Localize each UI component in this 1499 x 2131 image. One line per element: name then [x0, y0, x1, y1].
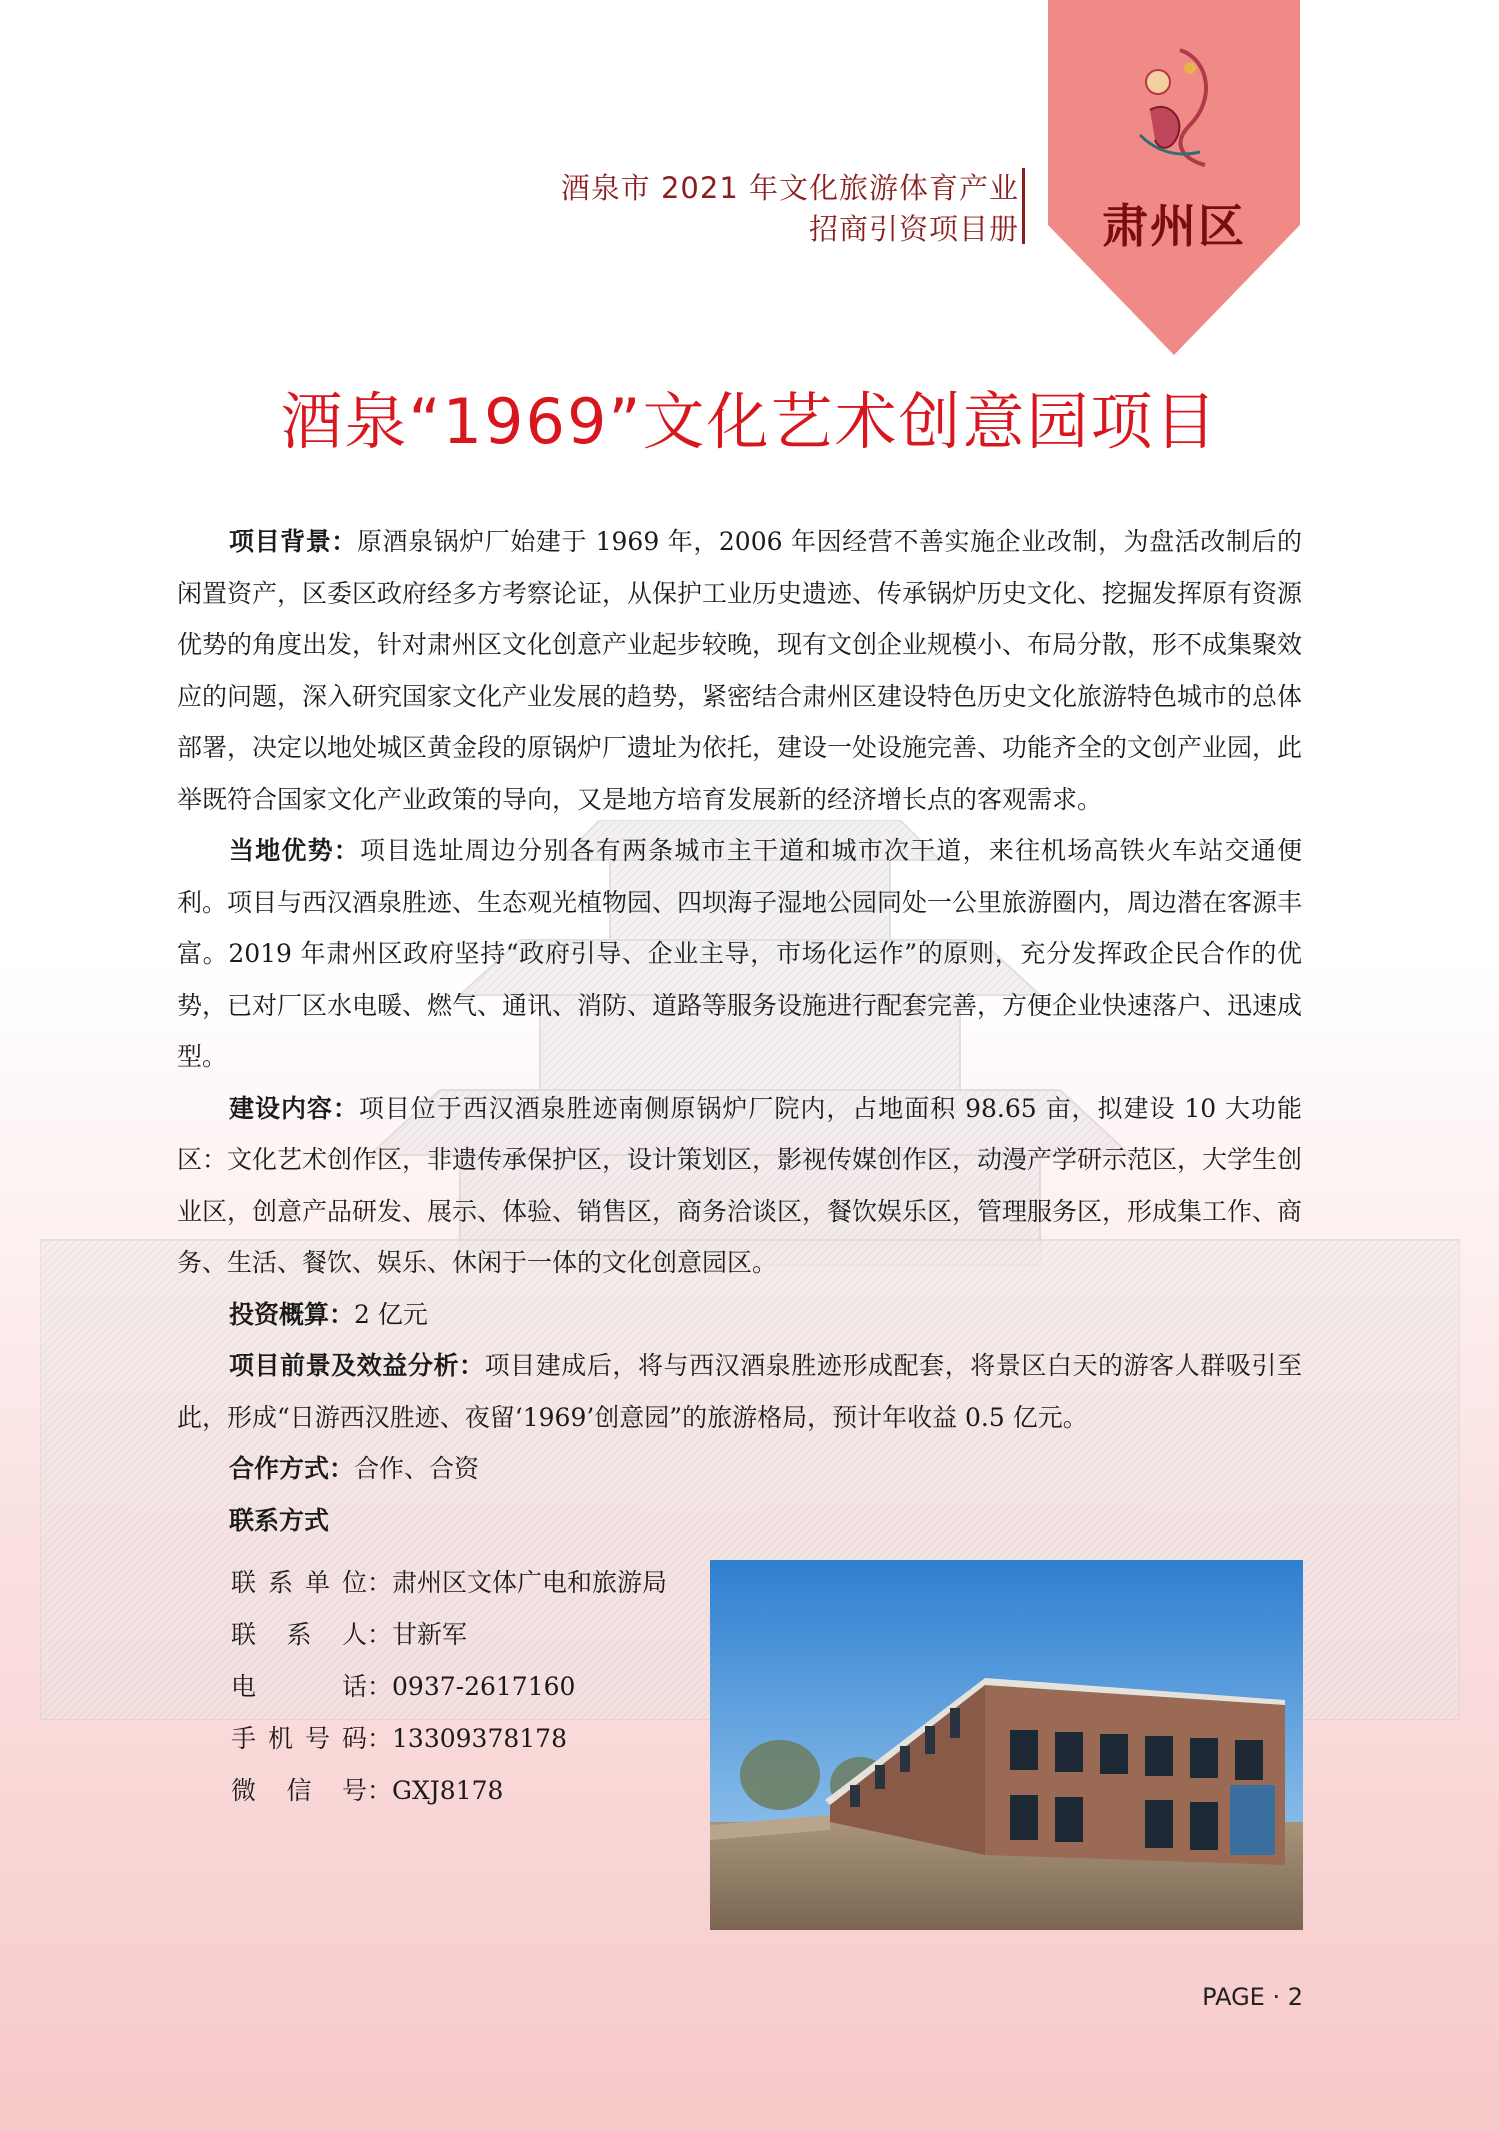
contact-row-mobile: 手机号码：13309378178 — [231, 1713, 667, 1765]
factory-building-photo — [710, 1560, 1303, 1930]
flying-apsara-emblem-icon — [1130, 40, 1220, 170]
background-text: 原酒泉锅炉厂始建于 1969 年，2006 年因经营不善实施企业改制，为盘活改制后的闲置资产，区委区政府经多方考察论证，从保护工业历史遗迹、传承锅炉历史文化、挖掘发挥原有资源优势的角度出发，针对肃州区文化创意产业起步较晚，现有文创企业规模小、布局分散，形不成集聚效应的问题，深入研究国家文化产业发展的趋势，紧密结合肃州区建设特色历史文化旅游特色城市的总体部署，决定以地处城区黄金段的原锅炉厂遗址为依托，建设一处设施完善、功能齐全的文创产业园，此举既符合国家文化产业政策的导向，又是地方培育发展新的经济增长点的客观需求。 — [177, 527, 1303, 814]
contact-value: 13309378178 — [392, 1724, 567, 1753]
contact-value: 肃州区文体广电和旅游局 — [392, 1568, 668, 1597]
background-paragraph — [177, 516, 1302, 825]
contact-row-person: 联系人：甘新军 — [231, 1609, 667, 1661]
advantage-text: 项目选址周边分别各有两条城市主干道和城市次干道，来往机场高铁火车站交通便利。项目与西汉酒泉胜迹、生态观光植物园、四坝海子湿地公园同处一公里旅游圈内，周边潜在客源丰富。2019 年肃州区政府坚持“政府引导、企业主导，市场化运作”的原则，充分发挥政企民合作的优势，已对厂区水电暖、燃气、通讯、消防、道路等服务设施进行配套完善，方便企业快速落户、迅速成型。 — [177, 836, 1303, 1071]
background-label: 项目背景： — [229, 527, 357, 556]
page-title: 酒泉“1969”文化艺术创意园项目 — [280, 385, 1219, 458]
contact-key: 电话 — [231, 1672, 367, 1701]
contact-key: 手机号码 — [231, 1724, 367, 1753]
header-line-1: 酒泉市 2021 年文化旅游体育产业 — [560, 171, 1019, 205]
project-description — [177, 516, 1302, 1546]
contact-key: 微信号 — [231, 1776, 367, 1805]
cooperation-label: 合作方式： — [229, 1454, 355, 1483]
contact-value: GXJ8178 — [392, 1776, 504, 1805]
construction-text: 项目位于西汉酒泉胜迹南侧原锅炉厂院内，占地面积 98.65 亩，拟建设 10 大功能区：文化艺术创作区，非遗传承保护区，设计策划区，影视传媒创作区，动漫产学研示范区，大学生创业区，创意产品研发、展示、体验、销售区，商务洽谈区，餐饮娱乐区，管理服务区，形成集工作、商务、生活、餐饮、娱乐、休闲于一体的文化创意园区。 — [177, 1093, 1303, 1277]
prospect-label: 项目前景及效益分析： — [229, 1351, 485, 1380]
contact-row-wechat: 微信号：GXJ8178 — [231, 1765, 667, 1817]
prospect-paragraph — [177, 1340, 1302, 1443]
contact-list — [231, 1557, 667, 1817]
construction-paragraph — [177, 1083, 1302, 1289]
header-line-2: 招商引资项目册 — [808, 212, 1019, 246]
contact-key: 联系人 — [231, 1620, 367, 1649]
header-divider — [1022, 168, 1025, 244]
advantage-paragraph — [177, 825, 1302, 1083]
page-number: PAGE · 2 — [1202, 1983, 1303, 2011]
contact-row-unit: 联系单位：肃州区文体广电和旅游局 — [231, 1557, 667, 1609]
contact-heading: 联系方式 — [229, 1505, 330, 1535]
contact-heading-paragraph — [177, 1495, 1302, 1547]
contact-value: 甘新军 — [392, 1620, 468, 1649]
book-header — [561, 168, 1019, 250]
district-label: 肃州区 — [1102, 199, 1246, 253]
cooperation-text: 合作、合资 — [354, 1454, 480, 1483]
cooperation-paragraph — [177, 1443, 1302, 1495]
contact-key: 联系单位 — [231, 1568, 367, 1597]
advantage-label: 当地优势： — [229, 836, 360, 865]
contact-value: 0937-2617160 — [392, 1672, 576, 1701]
contact-row-phone: 电话：0937-2617160 — [231, 1661, 667, 1713]
prospect-text: 项目建成后，将与西汉酒泉胜迹形成配套，将景区白天的游客人群吸引至此，形成“日游西汉胜迹、夜留‘1969’创意园”的旅游格局，预计年收益 0.5 亿元。 — [177, 1351, 1302, 1432]
investment-paragraph — [177, 1289, 1302, 1341]
construction-label: 建设内容： — [229, 1093, 359, 1123]
investment-text: 2 亿元 — [354, 1299, 428, 1329]
investment-label: 投资概算： — [229, 1299, 355, 1329]
